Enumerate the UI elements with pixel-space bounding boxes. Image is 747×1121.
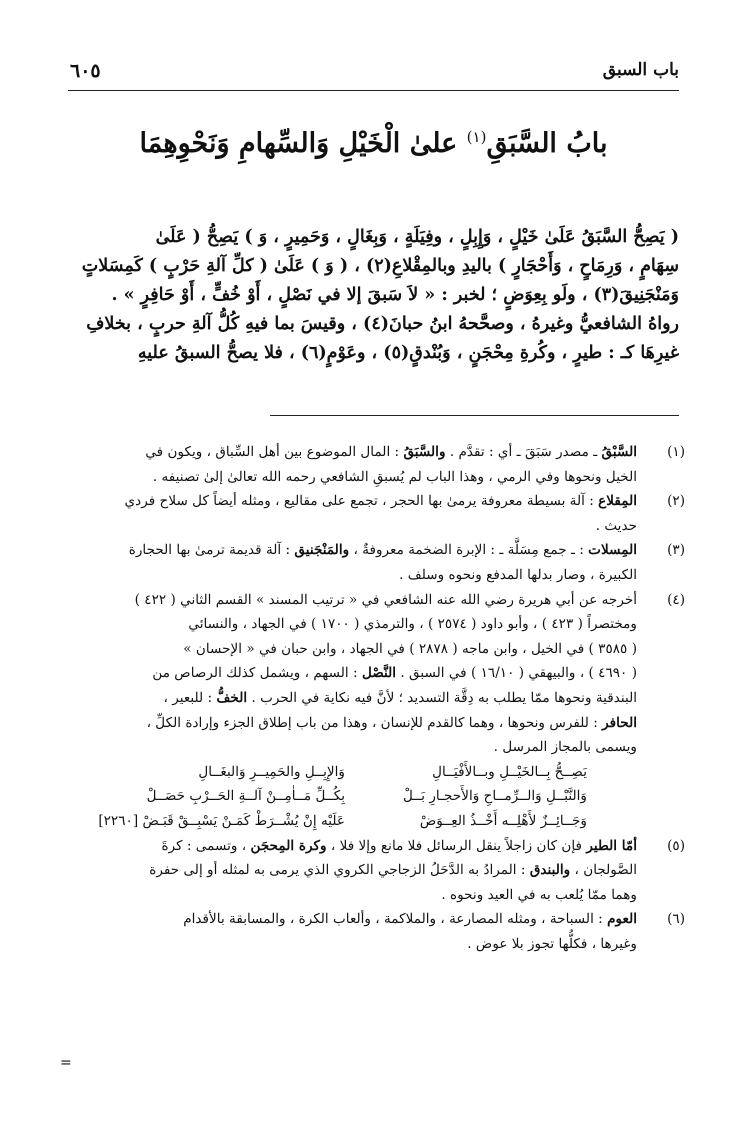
footnote-text: الكبيرة ، وصار بدلها المدفع ونحوه وسلف . [399,566,637,583]
verse-row [60,809,587,834]
footnote-text: : آلة قديمة ترمىٰ بها الحجارة [128,542,295,559]
footnote-line [60,612,637,637]
main-text-line: غيرِهَا كـ : طيرٍ ، وكُرةِ مِحْجَنٍ ، وَبُنْدقٍ(٥) ، وعَوْمٍ(٦) ، فلا يصحُّ السبقُ عليهِ [137,343,679,363]
verse-row [60,784,587,809]
footnote-line [60,661,637,686]
footnote-line [60,711,637,736]
footnote-line [60,563,637,588]
chapter-note-ref: (١) [466,128,487,146]
footnote-text: : آلة بسيطة معروفة يرمىٰ بها الحجر ، تجمع على مقاليع ، ومثله أيضاً كل سلاح فردي [124,493,599,510]
footnote-text: ، وتسمى : كرةَ [161,837,251,854]
footnotes [60,440,685,956]
footnote-number: (٥) [667,837,685,854]
main-text-line: ( يَصِحُّ السَّبَقُ عَلَىٰ خَيْلٍ ، وَإِبِلٍ ، وفِيَلَةٍ ، وَبِغَالٍ ، وَحَمِيرٍ ، وَ ) يَصِحُّ ( عَلَىٰ [155,227,679,247]
footnote-line [60,907,637,932]
footnote-4 [60,588,685,834]
footnote-text: : السهم ، ويشمل كذلك الرصاص من [152,665,362,682]
footnote-line [60,735,637,760]
footnote-6 [60,907,685,956]
term: النَّصْل [361,665,397,682]
footnote-text: ـ مصدر سَبَقَ ـ أي : تقدَّم . [445,444,602,460]
term: وكرة المِحجَن [250,837,327,854]
footnote-text: وهما ممّا يُلعب به في العيد ونحوه . [441,886,637,903]
main-text [60,223,679,368]
footnote-text: ويسمى بالمجاز المرسل . [493,739,637,756]
footnote-number: (٦) [667,911,685,928]
footnote-line [60,538,637,563]
verse-second-hemistich: عَلَيْه إِنْ يُشْــرَطْ كَمَـنْ يَسْبِــقْ قَبَـضْ [٢٢٦٠] [98,812,345,829]
footnote-text: حديث . [595,517,637,534]
footnote-text: الصَّولجان ، [570,862,637,879]
footnote-text: ( ٣٥٨٥ ) في الخيل ، وابن ماجه ( ٢٨٧٨ ) في الجهاد ، وابن حبان في « الإحسان » [183,640,637,657]
footnote-number: (٤) [667,591,685,608]
chapter-title [60,128,687,168]
footnote-text: الخيل ونحوها وفي الرمي ، وهذا الباب لم يُسبقِ الشافعي رحمه الله تعالىٰ إلىٰ تصنيفه . [152,468,637,485]
footnote-line [60,514,637,539]
term: الحافر [602,714,637,731]
footnote-3 [60,538,685,587]
term: المِسلات [588,542,637,559]
term: الخفُّ [216,689,248,706]
main-text-line: وَمَنْجَنِيقَ(٣) ، ولَو بِعِوَضٍ ؛ لخبر : « لاَ سَبقَ إلا في نَصْلٍ ، أَوْ خُفٍّ ، أَوْ حَافِرٍ » . [111,285,679,305]
term: السَّبْقُ [601,444,637,460]
footnote-separator [270,415,679,416]
verse-block [60,760,637,834]
footnote-line [60,858,637,883]
verse-row [60,760,587,785]
footnote-text: : للفرس ونحوها ، وهما كالقدم للإنسان ، وهذا من باب إطلاق الجزء وإرادة الكلِّ ، [146,714,603,731]
footnote-text: ومختصراً ( ٤٢٣ ) ، وأبو داود ( ٢٥٧٤ ) ، والترمذي ( ١٧٠٠ ) في الجهاد ، والنسائي [188,616,637,633]
footnote-text: : للبعير ، [163,689,217,706]
footnote-2 [60,489,685,538]
term: المِقلاع [598,493,637,510]
verse-second-hemistich: بِكُــلِّ مَــاٰمِــنْ آلــةِ الحَــرْبِ حَصَــلْ [146,788,345,805]
footnote-number: (٢) [667,493,685,510]
running-title: باب السبق [602,60,679,80]
footnote-text: أخرجه عن أبي هريرة رضي الله عنه الشافعي في « ترتيب المسند » القسم الثاني ( ٤٢٢ ) [134,591,637,608]
footnote-line [60,489,637,514]
footnote-text: وغيرها ، فكلُّها تجوز بلا عوض . [467,935,637,952]
footnote-text: فإن كان زاجلاً ينقل الرسائل فلا مانع وإلا فلا ، [326,837,587,854]
term: والسَّبَقُ [403,444,446,460]
verse-first-hemistich: وَالنَّبْــلِ وَالــرِّمــاحِ وَالأَحجـارِ بَــلْ [402,788,587,805]
footnote-line [60,588,637,613]
chapter-title-start: بابُ السَّبَقِ [486,128,608,159]
footnote-number: (٣) [667,542,685,559]
footnote-5 [60,834,685,908]
term: والمَنْجَنيق [294,542,350,559]
verse-second-hemistich: وَالإِبِــلِ والحَمِيــرِ وَالبغَــالِ [198,763,345,780]
footnote-line [60,465,637,490]
footnote-line [60,834,637,859]
main-text-line: سِهَامٍ ، وَرِمَاحٍ ، وَأَحْجَارٍ ) باليدِ وبالمِقْلاعِ(٢) ، ( وَ ) عَلَىٰ ( كلِّ آلةِ حَرْبٍ ) كَمِسَلاتٍ [81,256,679,276]
footnote-line [60,440,637,465]
footnote-text: البندقية ونحوها ممّا يطلب به دِقَّة التسديد ؛ لأنَّ فيه نكاية في الحرب . [247,689,637,706]
footnote-text: : المرادُ به الدَّحَلُ الزجاجي الكروي الذي يرمى به لمثله أو إلى حفرة [149,862,530,879]
footnote-text: ( ٤٦٩٠ ) ، والبيهقي ( ١٦/١٠ ) في السبق . [396,665,637,682]
footnote-number: (١) [667,444,685,460]
footnote-line [60,883,637,908]
footnote-1 [60,440,685,489]
footnote-text: : السباحة ، ومثله المصارعة ، والملاكمة ، وألعاب الكرة ، والمسابقة بالأقدام [183,911,608,928]
chapter-title-rest: علىٰ الْخَيْلِ وَالسِّهامِ وَنَحْوِهِمَا [139,128,458,159]
footnote-continuation-mark: = [60,1055,72,1071]
page-number: ٦٠٥ [70,60,101,82]
main-text-line: رواهُ الشافعيُّ وغيرهُ ، وصحَّحهُ ابنُ حبانَ(٤) ، وقيسَ بما فيهِ كُلُّ آلةِ حربٍ ، بخلافِ [86,314,679,334]
footnote-line [60,932,637,957]
verse-first-hemistich: وَجَــائِــزٌ لأَهْلِــه أَخْــذُ العِــوَضْ [419,812,587,829]
footnote-text: : المال الموضوع بين أهل السِّباق ، ويكون في [145,444,404,460]
footnote-text: : ـ جمع مِسَلَّة ـ : الإبرة الضخمة معروفةٌ ، [349,542,589,559]
term: والبندق [529,862,571,879]
term: أمّا الطير [586,837,637,854]
footnote-line [60,637,637,662]
term: العوم [607,911,637,928]
footnote-line [60,686,637,711]
verse-first-hemistich: يَصِــحُّ بِــالخَيْــلِ وبــالأَفْيَــالِ [432,763,587,780]
page-header [68,58,679,91]
